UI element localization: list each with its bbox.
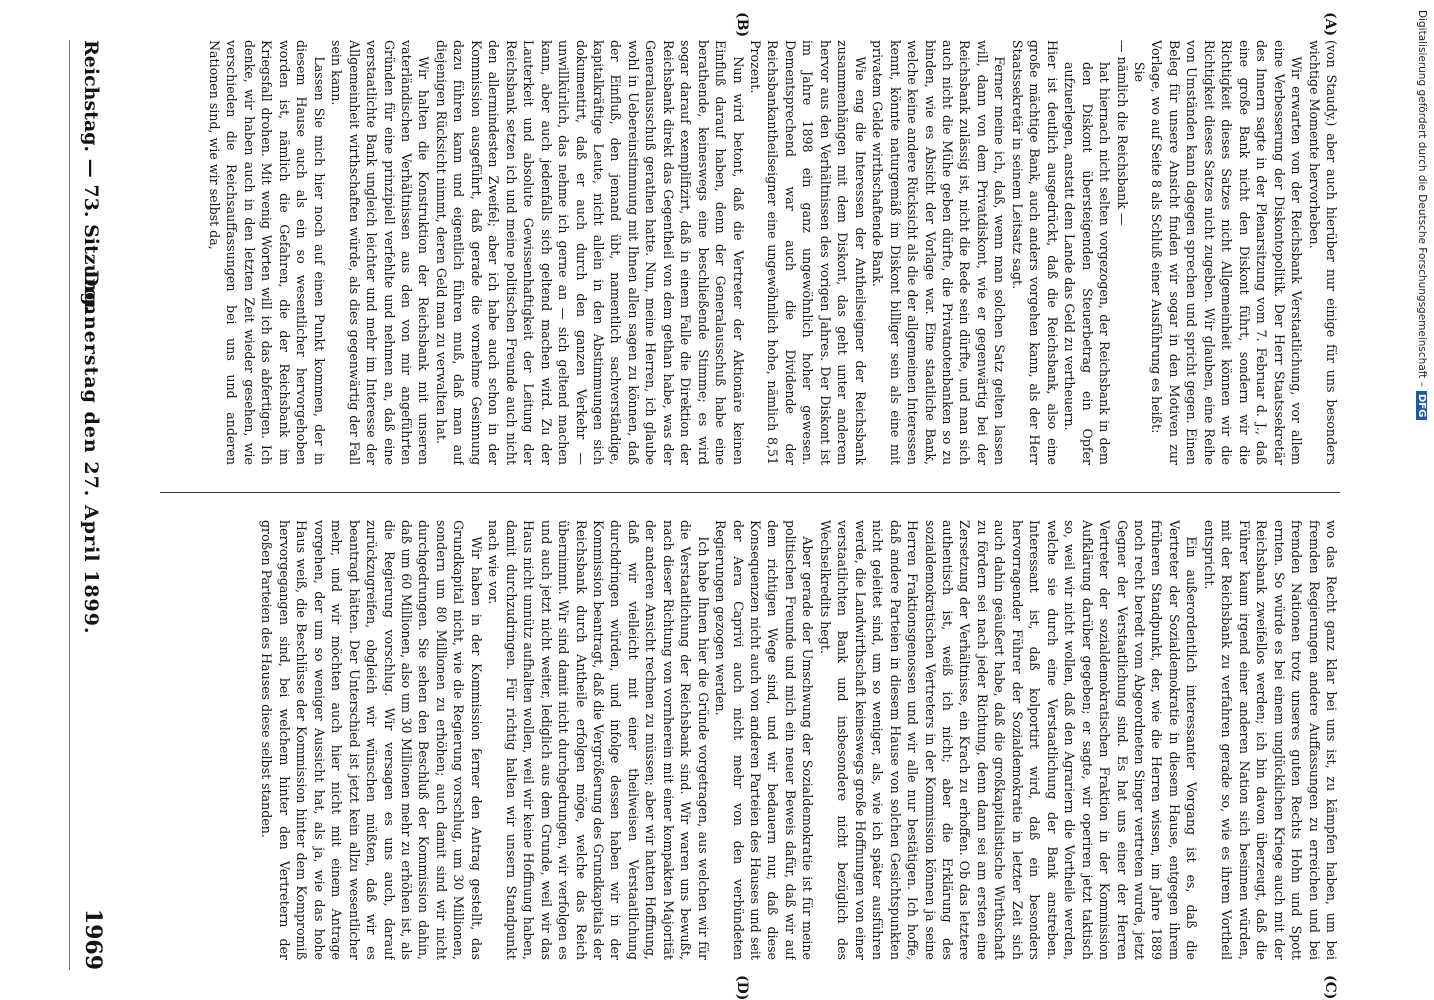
- dfg-logo: DFG: [1416, 391, 1427, 420]
- quote-paragraph: hat hiernach nicht selten vorgezogen, der Reichsbank in dem den Diskont übersteigenden Steuerbetrag ein Opfer aufzuerlegen, anstatt dem Lande das Geld zu vertheuern.: [1062, 62, 1113, 465]
- quote-line: — nämlich die Reichsbank —: [1114, 40, 1130, 226]
- right-column: [160, 520, 1340, 960]
- paragraph: Aber gerade der Umschwung der Sozialdemokratie ist für meine politischen Freunde und mich ein neuer Beweis dafür, daß wir auf dem richtigen Wege sind, und wir bedauern nur, daß diese Konsequenzen nicht auch von anderen Parteien des Hauses und seit der Aera Caprivi auch nicht mehr von den verbündeten Regierungen gezogen werden.: [713, 520, 816, 960]
- paragraph: Wir halten die Konstruktion der Reichsbank mit unseren vaterländischen Verhältnissen aus den von mir angeführten Gründen für eine prinzipiell verfehlte und nehmen an, daß eine verstaatlichte Bank ungleich leichter und mehr im Interesse der Allgemeinheit wirthschaften würde, als dies gegenwärtig der Fall sein kann.: [329, 40, 432, 465]
- left-column: [160, 40, 1340, 465]
- paragraph: Wir erwarten von der Reichsbank Verstaatlichung, vor allem eine Verbesserung der Diskontopolitik. Der Herr Staatssekretär des Innern sagte in der Plenarsitzung vom 7. Februar d. J., daß eine große Bank nicht den Diskont führt, sondern wir die Richtigkeit dieses Satzes nicht Allgemeinheit können wir die Richtigkeit dieses Satzes nicht zugeben. Wir glauben, eine Reihe von Umständen kann dagegen sprechen und spricht gegen. Einen Beleg für unsere Ansicht finden wir sogar in den Motiven zur Vorlage, wo auf Seite 8 als Schluß einer Ausführung es heißt:: [1149, 40, 1305, 465]
- paragraph: Lassen Sie mich hier noch auf einen Punkt kommen, der in diesem Hause auch als ein so wesentlicher hervorgehoben worden ist, nämlich die Gefahren, die der Reichsbank im Kriegsfall drohen. Mit wenig Worten will ich das abfertigen. Ich denke, wir haben auch in den letzten Zeit wieder gesehen, wie verschieden die Reichsauffassungen bei uns und anderen Nationen sind, wie wir selbst da,: [207, 40, 327, 465]
- digitization-credit: [1410, 10, 1428, 990]
- paragraph: Hier ist deutlich ausgedrückt, daß die Reichsbank, also eine große mächtige Bank, auch anders vorgehen kann, als der Herr Staatssekretär in seinem Leitsatz sagt.: [1009, 40, 1060, 465]
- page-number: 1969: [80, 908, 106, 970]
- paragraph: Wie eng die Interessen der Antheilseigner der Reichsbank zusammenhängen mit dem Diskont, das geht unter anderem hervor aus den Verhältnissen des vorigen Jahres. Der Diskont ist im Jahre 1898 ein ganz ungewöhnlich hoher gewesen. Dementsprechend war auch die Dividende der Reichsbankantheilseigner eine ungewöhnlich hohe, nämlich 8,51 Prozent.: [748, 40, 868, 465]
- quote-line: Sie: [1132, 62, 1148, 83]
- column-divider: [160, 492, 1340, 493]
- paragraph: Wir haben in der Kommission ferner den Antrag gestellt, das Grundkapital nicht, wie die Regierung vorschlug, um 30 Millionen, sondern um 80 Millionen zu erhöhen; auch damit sind wir nicht durchgedrungen. Sie sehen den Beschluß der Kommission dahin, daß um 60 Millionen, also um 30 Millionen mehr zu erhöhen ist, als die Regierung vorschlug. Wir versagen es uns auch, darauf zurückzugreifen, obgleich wir wünschen müßten, daß wir es beantragt hätten. Der Unterschied ist jetzt kein allzu wesentlicher mehr, und wir möchten auch hier nicht mit einem Antrage vorgehen, der um so weniger Aussicht hat, als ja, wie das hohe Haus weiß, die Beschlüsse der Kommission hinter dem Kompromiß hervorgegangen sind, bei welchem hinter den Vertretern der großen Parteien des Hauses diese selbst standen.: [259, 520, 484, 960]
- header-session: Reichstag. — 73. Sitzung.: [80, 40, 102, 313]
- paragraph: Ich habe Ihnen hier die Gründe vorgetragen, aus welchen wir für die Verstaatlichung der Reichsbank sind. Wir waren uns bewußt, nach dieser Richtung von vornherein mit einer kompakten Majorität der anderen Ansicht rechnen zu müssen; aber wir hatten Hoffnung, daß wir vielleicht mit einer theilweisen Verstaatlichung durchdringen würden, und infolge dessen haben wir in der Kommission beantragt, daß die Vergrößerung des Grundkapitals der Reichsbank durch Antheile erfolgen möge, welche das Reich übernimmt. Wir sind damit nicht durchgedrungen, wir verfolgen es und auch jetzt nicht weiter, lediglich aus dem Grunde, weil wir das Haus nicht unnütz aufhalten wollen, weil wir keine Hoffnung haben, damit durchzudringen. Für richtig halten wir unsern Standpunkt nach wie vor.: [486, 520, 711, 960]
- paragraph: (von Staudy.) aber auch hierüber nur einige für uns besonders wichtige Momente hervorheben.: [1306, 40, 1339, 465]
- paragraph: wo das Recht ganz klar bei uns ist, zu kämpfen haben, um bei fremden Regierungen andere Auffassungen zu erreichen und bei fremden Nationen trotz unseres guten Rechts Hohn und Spott ernten. So würde es bei einem unglücklichen Kriege auch mit der Reichsbank zweifellos werden; ich bin davon überzeugt, daß die Führer kaum irgend einer anderen Nation sich besinnen würden, mit der Reichsbank zu verfahren gerade so, wie es ihrem Vortheil entspricht.: [1201, 520, 1339, 960]
- margin-letter-a: (A): [1322, 12, 1338, 37]
- paragraph: Ferner meine ich, daß, wenn man solchen Satz gelten lassen will, dann von dem Privatdiskont, wie er gegenwärtig bei der Reichsbank zulässig ist, nicht die Rede sein dürfte, und man sich auch nicht die Mühe geben dürfte, die Privatnotenbanken so zu binden, wie es Absicht der Vorlage war. Eine staatliche Bank, welche keine andere Rücksicht als die der allgemeinen Interessen kennt, könnte naturgemäß im Diskont billiger sein als eine mit privatem Gelde wirthschaftende Bank.: [870, 40, 1008, 465]
- credit-text: Digitalisierung gefördert durch die Deutsche Forschungsgemeinschaft –: [1416, 10, 1428, 387]
- page-header: [70, 40, 110, 970]
- margin-letter-c: (C): [1322, 975, 1338, 1000]
- margin-letter-d: (D): [734, 975, 750, 1000]
- header-rule: [69, 40, 70, 970]
- paragraph: Ein außerordentlich interessanter Vorgang ist es, daß die Vertreter der Sozialdemokratie in diesem Hause, entgegen ihrem früheren Standpunkt, der, wie die Herren wissen, im Jahre 1889 noch recht beredt vom Abgeordneten Singer vertreten wurde, jetzt Gegner der Verstaatlichung sind. Es hat uns einer der Herren Vertreter der sozialdemokratischen Fraktion in der Kommission Aufklärung darüber gegeben; er sagte, wir operiren jetzt taktisch so, weil wir nicht wollen, daß den Agrariern die Vortheile werden, welche sie durch eine Verstaatlichung der Bank anstreben. Interessant ist, daß kolportirt wird, daß ein besonders hervorragender Führer der Sozialdemokratie in letzter Zeit sich auch dahin geäußert habe, daß die großkapitalistische Wirthschaft zu fördern sei nach jeder Richtung, denn dann sei am ersten eine Zersetzung der Verhältnisse, ein Krach zu erhoffen. Ob das letztere authentisch ist, weiß ich nicht; aber die Erklärung des sozialdemokratischen Vertreters in der Kommission können ja seine Herren Fraktionsgenossen und wir alle nur bestätigen. Ich hoffe, daß andere Parteien in diesem Hause von solchen Gesichtspunkten nicht geleitet sind, um so weniger, als, wie ich später ausführen werde, die Landwirthschaft keineswegs große Hoffnungen von einer verstaatlichten Bank und insbesondere nicht bezüglich des Wechselkredits hegt.: [817, 520, 1200, 960]
- margin-letter-b: (B): [734, 12, 750, 38]
- header-date: Donnerstag den 27. April 1899.: [80, 270, 102, 635]
- paragraph: Nun wird betont, daß die Vertreter der Aktionäre keinen Einfluß darauf haben, denn der Generalausschuß habe eine berathende, keineswegs eine beschließende Stimme; es wird sogar darauf exemplifizirt, daß in einem Falle die Direktion der Reichsbank direkt das Gegentheil von dem gethan habe, was der Generalausschuß gerathen hatte. Nun, meine Herren, ich glaube wohl in Uebereinstimmung mit Ihnen allen sagen zu können, daß der Einfluß, den jemand übt, namentlich sachverständige, kapitalkräftige Leute, nicht allein in den Abstimmungen sich dokumentirt, daß er auch durch den ganzen Verkehr — unwillkürlich, das nehme ich gerne an — sich geltend machen kann, aber auch jedenfalls sich geltend machen wird. Zu der Lauterkeit und absolute Gewissenhaftigkeit der Leitung der Reichsbank setzen ich und meine politischen Freunde auch nicht den allermindesten Zweifel; aber ich habe auch schon in der Kommission ausgeführt, daß gerade die vornehme Gesinnung dazu führen kann und eigentlich führen muß, daß man auf diejenigen Rücksicht nimmt, deren Geld man zu verwalten hat.: [433, 40, 746, 465]
